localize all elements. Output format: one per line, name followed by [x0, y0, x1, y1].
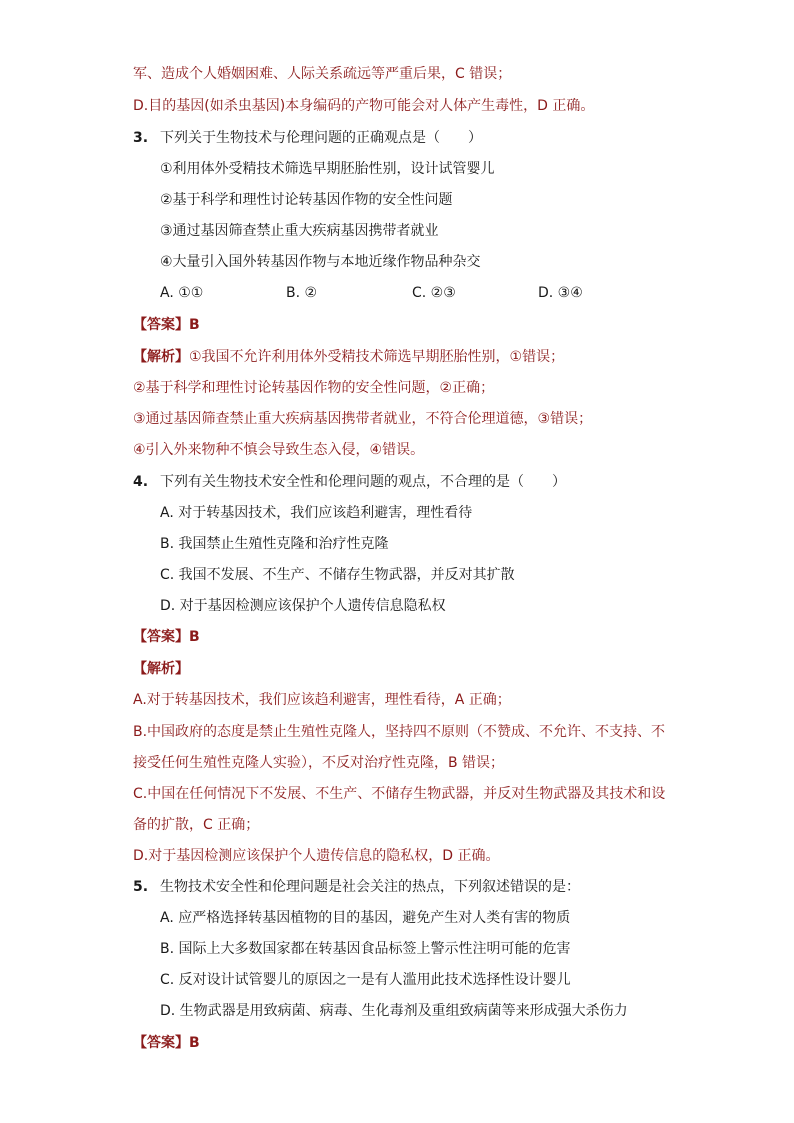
analysis-label: 【解析】 — [133, 349, 189, 365]
analysis-text: ①我国不允许利用体外受精技术筛选早期胚胎性别，①错误； — [189, 349, 565, 365]
question-4-analysis-a: A.对于转基因技术，我们应该趋利避害，理性看待，A 正确； — [133, 692, 511, 708]
question-4-analysis-c-1: C.中国在任何情况下不发展、不生产、不储存生物武器，并反对生物武器及其技术和设 — [133, 786, 666, 802]
question-3-statement-3: ③通过基因筛查禁止重大疾病基因携带者就业 — [160, 223, 439, 239]
answer-value: B — [189, 629, 200, 645]
question-3-option-d: D. ③④ — [538, 285, 583, 301]
question-3-answer — [133, 315, 200, 335]
question-3-statement-1: ①利用体外受精技术筛选早期胚胎性别，设计试管婴儿 — [160, 161, 495, 177]
question-3-option-b: B. ② — [286, 285, 318, 301]
question-3-analysis-2: ②基于科学和理性讨论转基因作物的安全性问题，②正确； — [133, 380, 495, 396]
question-3-option-c: C. ②③ — [412, 285, 456, 301]
question-5-option-c: C. 反对设计试管婴儿的原因之一是有人滥用此技术选择性设计婴儿 — [160, 972, 571, 988]
question-4-option-b: B. 我国禁止生殖性克隆和治疗性克隆 — [160, 536, 389, 552]
question-4-analysis-b-2: 接受任何生殖性克隆人实验），不反对治疗性克隆，B 错误； — [133, 755, 505, 771]
question-4-analysis-b-1: B.中国政府的态度是禁止生殖性克隆人，坚持四不原则（不赞成、不允许、不支持、不 — [133, 724, 666, 740]
answer-value: B — [189, 317, 200, 333]
question-5-stem: 生物技术安全性和伦理问题是社会关注的热点，下列叙述错误的是： — [160, 879, 580, 895]
question-5-answer — [133, 1033, 200, 1053]
answer-label: 【答案】 — [133, 317, 189, 333]
question-3-analysis-4: ④引入外来物种不慎会导致生态入侵，④错误。 — [133, 442, 425, 458]
question-4-number: 4. — [133, 474, 149, 490]
question-5-option-a: A. 应严格选择转基因植物的目的基因，避免产生对人类有害的物质 — [160, 910, 571, 926]
analysis-line-c: 军、造成个人婚姻困难、人际关系疏远等严重后果，C 错误； — [133, 66, 512, 82]
question-4-stem: 下列有关生物技术安全性和伦理问题的观点，不合理的是（ ） — [160, 474, 566, 490]
question-3-analysis-3: ③通过基因筛查禁止重大疾病基因携带者就业，不符合伦理道德，③错误； — [133, 411, 593, 427]
question-4-analysis-label: 【解析】 — [133, 661, 189, 677]
question-3-number: 3. — [133, 130, 149, 146]
question-5-option-b: B. 国际上大多数国家都在转基因食品标签上警示性注明可能的危害 — [160, 941, 571, 957]
question-3-option-a: A. ①① — [160, 285, 204, 301]
answer-label: 【答案】 — [133, 1035, 189, 1051]
question-3-statement-2: ②基于科学和理性讨论转基因作物的安全性问题 — [160, 192, 453, 208]
question-4-analysis-d: D.对于基因检测应该保护个人遗传信息的隐私权，D 正确。 — [133, 848, 500, 864]
question-3-statement-4: ④大量引入国外转基因作物与本地近缘作物品种杂交 — [160, 254, 481, 270]
question-5-option-d: D. 生物武器是用致病菌、病毒、生化毒剂及重组致病菌等来形成强大杀伤力 — [160, 1003, 628, 1019]
answer-label: 【答案】 — [133, 629, 189, 645]
question-4-option-d: D. 对于基因检测应该保护个人遗传信息隐私权 — [160, 598, 446, 614]
question-3-analysis-1 — [133, 347, 564, 367]
question-4-analysis-c-2: 备的扩散，C 正确； — [133, 817, 260, 833]
question-5-number: 5. — [133, 879, 149, 895]
question-3-stem: 下列关于生物技术与伦理问题的正确观点是（ ） — [160, 130, 482, 146]
analysis-line-d: D.目的基因(如杀虫基因)本身编码的产物可能会对人体产生毒性，D 正确。 — [133, 98, 595, 114]
question-4-option-a: A. 对于转基因技术，我们应该趋利避害，理性看待 — [160, 505, 473, 521]
answer-value: B — [189, 1035, 200, 1051]
question-4-option-c: C. 我国不发展、不生产、不储存生物武器，并反对其扩散 — [160, 567, 515, 583]
question-4-answer — [133, 627, 200, 647]
